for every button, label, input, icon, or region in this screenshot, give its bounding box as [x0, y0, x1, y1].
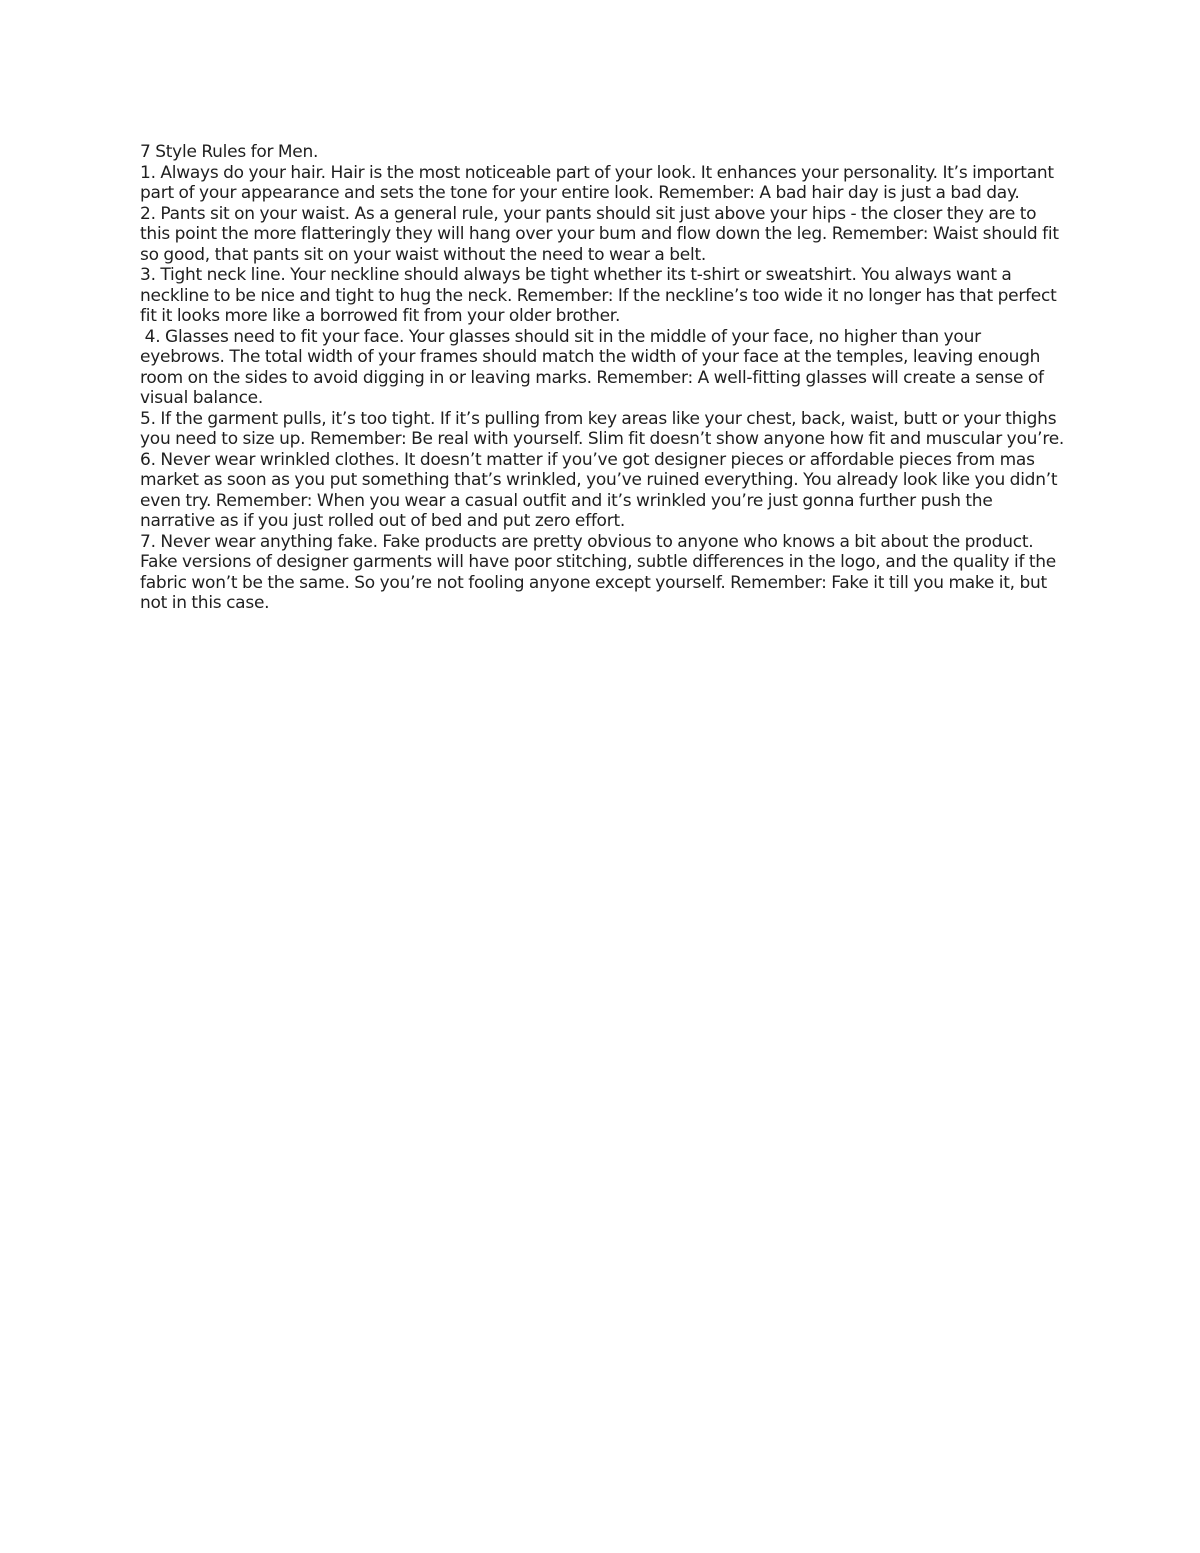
- rule-paragraph-5: 5. If the garment pulls, it’s too tight. If it’s pulling from key areas like your chest, back, waist, butt or your thighs you need to size up. Remember: Be real with yourself. Slim fit doesn’t show anyone how fit and muscular you’re.: [140, 408, 1065, 449]
- rule-paragraph-1: 1. Always do your hair. Hair is the most noticeable part of your look. It enhances your personality. It’s important part of your appearance and sets the tone for your entire look. Remember: A bad hair day is just a bad day.: [140, 162, 1054, 203]
- rule-paragraph-2: 2. Pants sit on your waist. As a general rule, your pants should sit just above your hips - the closer they are to this point the more flatteringly they will hang over your bum and flow down the leg. Remember: Waist should fit so good, that pants sit on your waist without the need to wear a belt.: [140, 203, 1059, 265]
- document-title: 7 Style Rules for Men.: [140, 142, 319, 162]
- document-body: [140, 142, 1065, 614]
- rule-paragraph-7: 7. Never wear anything fake. Fake products are pretty obvious to anyone who knows a bit about the product. Fake versions of designer garments will have poor stitching, subtle differences in the logo, and the quality if the fabric won’t be the same. So you’re not fooling anyone except yourself. Remember: Fake it till you make it, but not in this case.: [140, 531, 1056, 613]
- rule-paragraph-4: 4. Glasses need to fit your face. Your glasses should sit in the middle of your face, no higher than your eyebrows. The total width of your frames should match the width of your face at the temples, leaving enough room on the sides to avoid digging in or leaving marks. Remember: A well-fitting glasses will create a sense of visual balance.: [140, 326, 1049, 408]
- rule-paragraph-6: 6. Never wear wrinkled clothes. It doesn’t matter if you’ve got designer pieces or affordable pieces from mas market as soon as you put something that’s wrinkled, you’ve ruined everything. You already look like you didn’t even try. Remember: When you wear a casual outfit and it’s wrinkled you’re just gonna further push the narrative as if you just rolled out of bed and put zero effort.: [140, 449, 1058, 531]
- rule-paragraph-3: 3. Tight neck line. Your neckline should always be tight whether its t-shirt or sweatshirt. You always want a neckline to be nice and tight to hug the neck. Remember: If the neckline’s too wide it no longer has that perfect fit it looks more like a borrowed fit from your older brother.: [140, 265, 1057, 326]
